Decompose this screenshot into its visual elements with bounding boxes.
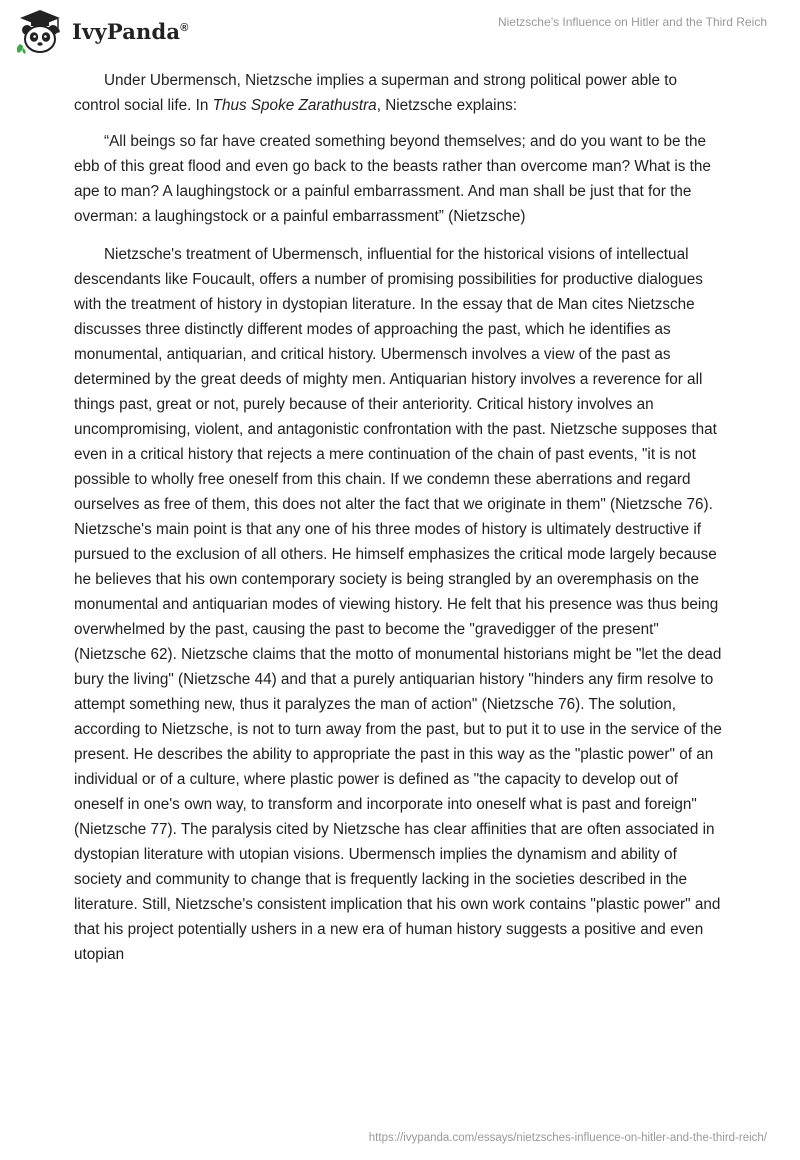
document-title: Nietzsche’s Influence on Hitler and the Third Reich <box>497 15 767 29</box>
ivypanda-logo[interactable] <box>14 8 189 54</box>
paragraph-intro <box>74 68 724 118</box>
panda-graduate-icon <box>14 8 66 54</box>
paragraph-quote: “All beings so far have created something beyond themselves; and do you want to be the ebb of this great flood and even go back to the beasts rather than overcome man? What is the ape to man? A laughingstock or a painful embarrassment. And man shall be just that for the overman: a laughingstock or a painful embarrassment” (Nietzsche) <box>74 133 711 225</box>
book-title: Thus Spoke Zarathustra <box>212 97 377 114</box>
paragraph-main: Nietzsche's treatment of Ubermensch, influential for the historical visions of intellectual descendants like Foucault, offers a number of promising possibilities for productive dialogues with the treatment of history in dystopian literature. In the essay that de Man cites Nietzsche discusses three distinctly different modes of approaching the past, which he identifies as monumental, antiquarian, and critical history. Ubermensch involves a view of the past as determined by the great deeds of mighty men. Antiquarian history involves a reverence for all things past, great or not, purely because of their anteriority. Critical history involves an uncompromising, violent, and antagonistic confrontation with the past. Nietzsche supposes that even in a critical history that rejects a mere continuation of the chain of past events, "it is not possible to wholly free oneself from this chain. If we condemn these aberrations and regard ourselves as free of them, this does not alter the fact that we originate in them" (Nietzsche 76). Nietzsche's main point is that any one of his three modes of history is ultimately destructive if pursued to the exclusion of all others. He himself emphasizes the critical mode largely because he believes that his own contemporary society is being strangled by an overemphasis on the monumental and antiquarian modes of viewing history. He felt that his presence was thus being overwhelmed by the past, causing the past to become the "gravedigger of the present" (Nietzsche 62). Nietzsche claims that the motto of monumental historians might be "let the dead bury the living" (Nietzsche 44) and that a purely antiquarian history "hinders any firm resolve to attempt something new, thus it paralyzes the man of action" (Nietzsche 76). The solution, according to Nietzsche, is not to turn away from the past, but to put it to use in the service of the present. He describes the ability to appropriate the past in this way as the "plastic power" of an individual or of a culture, where plastic power is defined as "the capacity to develop out of oneself in one's own way, to transform and incorporate into oneself what is past and foreign" (Nietzsche 77). The paralysis cited by Nietzsche has clear affinities that are often associated in dystopian literature with utopian visions. Ubermensch implies the dynamism and ability of society and community to change that is frequently lacking in the societies described in the literature. Still, Nietzsche's consistent implication that his own work contains "plastic power" and that his project potentially ushers in a new era of human history suggests a positive and even utopian <box>74 246 722 963</box>
intro-text-end: , Nietzsche explains: <box>376 97 517 114</box>
essay-body <box>74 68 724 978</box>
registered-mark: ® <box>180 21 189 34</box>
page-header <box>0 0 800 56</box>
source-url[interactable]: https://ivypanda.com/essays/nietzsches-influence-on-hitler-and-the-third-reich/ <box>368 1132 767 1144</box>
logo-wordmark: IvyPanda <box>72 18 181 44</box>
logo-text <box>72 19 189 44</box>
intro-text: Under Ubermensch, Nietzsche implies a superman and strong political power able to control social life. In <box>74 72 678 114</box>
